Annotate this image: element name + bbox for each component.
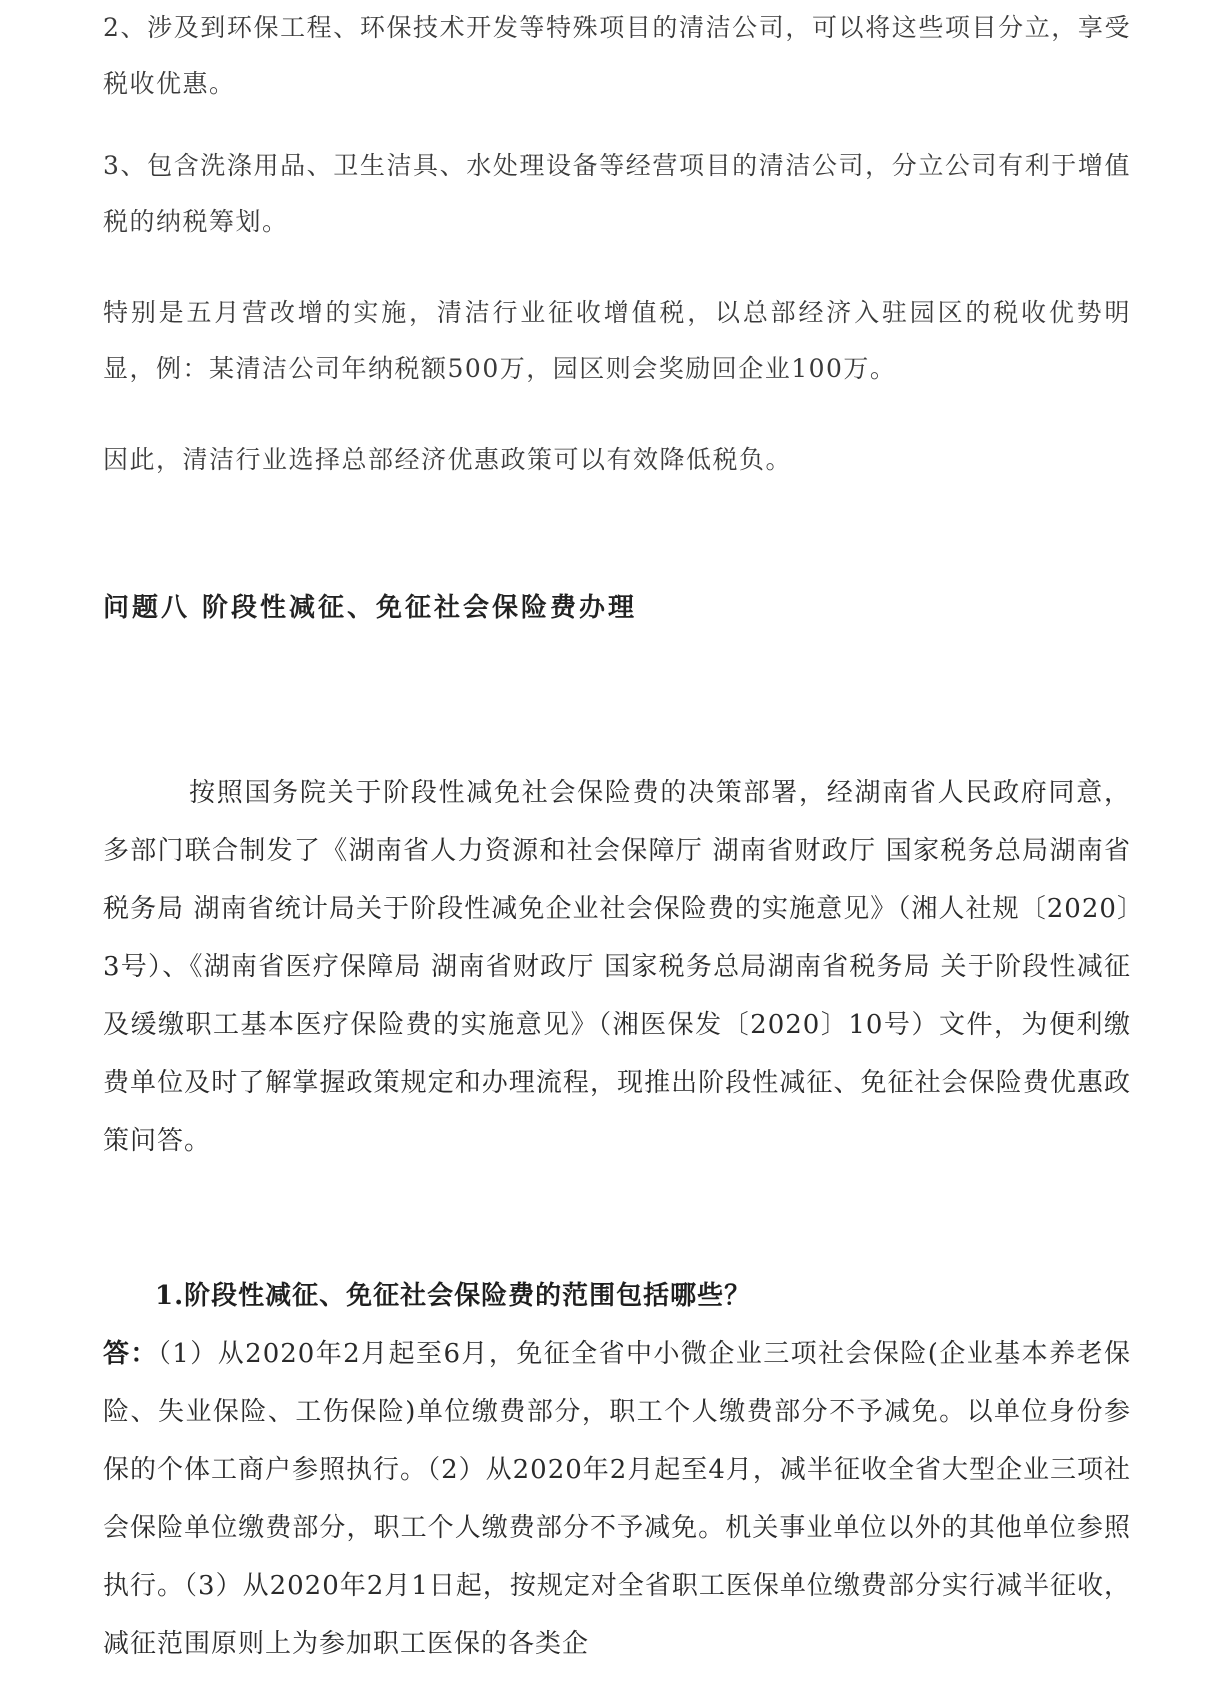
question-title: 1.阶段性减征、免征社会保险费的范围包括哪些？ [155, 1281, 752, 1311]
section-intro-paragraph: 按照国务院关于阶段性减免社会保险费的决策部署，经湖南省人民政府同意，多部门联合制发了《湖南省人力资源和社会保障厅 湖南省财政厅 国家税务总局湖南省税务局 湖南省统计局关于阶段性减免企业社会保险费的实施意见》（湘人社规〔2020〕3号）、《湖南省医疗保障局 湖南省财政厅 国家税务总局湖南省税务局 关于阶段性减征及缓缴职工基本医疗保险费的实施意见》（湘医保发〔2020〕10号）文件，为便利缴费单位及时了解掌握政策规定和办理流程，现推出阶段性减征、免征社会保险费优惠政策问答。 [103, 778, 1131, 1156]
answer-paragraph [103, 1325, 1131, 1673]
paragraph-conclusion: 因此，清洁行业选择总部经济优惠政策可以有效降低税负。 [103, 445, 793, 474]
paragraph-cleaning-products: 3、包含洗涤用品、卫生洁具、水处理设备等经营项目的清洁公司，分立公司有利于增值税的纳税筹划。 [103, 151, 1131, 236]
answer-text: （1）从2020年2月起至6月，免征全省中小微企业三项社会保险(企业基本养老保险、失业保险、工伤保险)单位缴费部分，职工个人缴费部分不予减免。以单位身份参保的个体工商户参照执行。（2）从2020年2月起至4月，减半征收全省大型企业三项社会保险单位缴费部分，职工个人缴费部分不予减免。机关事业单位以外的其他单位参照执行。（3）从2020年2月1日起，按规定对全省职工医保单位缴费部分实行减半征收，减征范围原则上为参加职工医保的各类企 [103, 1339, 1131, 1659]
section-heading: 问题八 阶段性减征、免征社会保险费办理 [103, 593, 638, 623]
answer-label: 答： [103, 1339, 158, 1369]
paragraph-environmental-projects: 2、涉及到环保工程、环保技术开发等特殊项目的清洁公司，可以将这些项目分立，享受税收优惠。 [103, 13, 1131, 98]
paragraph-vat-reform: 特别是五月营改增的实施，清洁行业征收增值税，以总部经济入驻园区的税收优势明显，例：某清洁公司年纳税额500万，园区则会奖励回企业100万。 [103, 298, 1131, 383]
